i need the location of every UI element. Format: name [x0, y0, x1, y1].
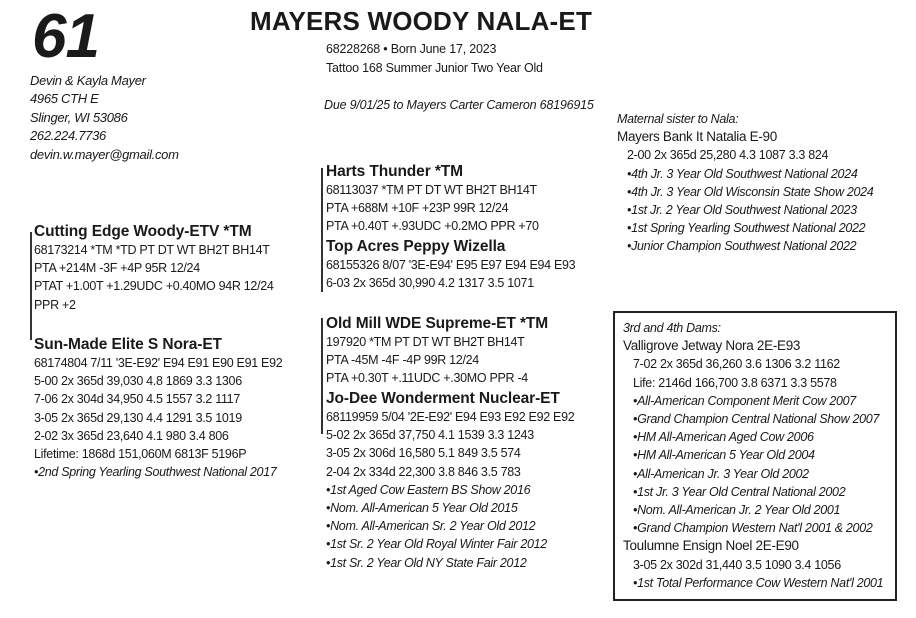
dam-sire-line: PTA -45M -4F -4P 99R 12/24 [326, 353, 479, 368]
dam-dam-award: •Nom. All-American 5 Year Old 2015 [326, 501, 518, 516]
sire-dam-name: Top Acres Peppy Wizella [326, 238, 506, 255]
dam-sire-details [326, 333, 548, 388]
consignor-city: Slinger, WI 53086 [30, 109, 128, 125]
maternal-sister-record: 2-00 2x 365d 25,280 4.3 1087 3.3 824 [627, 148, 829, 163]
dam-dam-line: 68119959 5/04 '2E-E92' E94 E93 E92 E92 E92 [326, 410, 575, 424]
consignor-address: 4965 CTH E [30, 91, 99, 107]
dam-dam-section [326, 390, 574, 572]
maternal-sister-heading: Maternal sister to Nala: [617, 112, 739, 126]
consignor-name: Devin & Kayla Mayer [30, 73, 146, 88]
pedigree-bar-sire-side [321, 168, 323, 292]
third-dam-award: •Nom. All-American Jr. 2 Year Old 2001 [633, 503, 841, 518]
maternal-sister-section [617, 110, 873, 256]
dam-sire-section [326, 315, 548, 388]
dam-sire-line: PTA +0.30T +.11UDC +.30MO PPR -4 [326, 371, 528, 386]
dam-dam-award: •Nom. All-American Sr. 2 Year Old 2012 [326, 519, 536, 534]
dam-dam-line: 2-04 2x 334d 22,300 3.8 846 3.5 783 [326, 464, 521, 479]
maternal-sister-award: •1st Spring Yearling Southwest National 2022 [627, 221, 866, 236]
dam-line: 2-02 3x 365d 23,640 4.1 980 3.4 806 [34, 428, 229, 443]
third-fourth-dams-box [613, 311, 897, 601]
sire-sire-name: Harts Thunder *TM [326, 163, 463, 180]
sire-sire-section [326, 163, 539, 236]
dam-dam-details [326, 408, 574, 572]
third-dam-lifetime: Life: 2146d 166,700 3.8 6371 3.3 5578 [633, 375, 837, 390]
dam-line: 68174804 7/11 '3E-E92' E94 E91 E90 E91 E92 [34, 356, 283, 370]
third-dam-record: 7-02 2x 365d 36,260 3.6 1306 3.2 1162 [633, 357, 840, 372]
sire-dam-line: 6-03 2x 365d 30,990 4.2 1317 3.5 1071 [326, 276, 534, 291]
fourth-dam-name: Toulumne Ensign Noel 2E-E90 [623, 538, 799, 554]
consignor-email: devin.w.mayer@gmail.com [30, 146, 179, 162]
lot-number: 61 [32, 2, 99, 71]
sire-line: PTA +214M -3F +4P 95R 12/24 [34, 261, 200, 276]
dam-dam-line: 3-05 2x 306d 16,580 5.1 849 3.5 574 [326, 446, 521, 461]
third-dam-award: •Grand Champion Western Nat'l 2001 & 2002 [633, 521, 873, 536]
dam-line: 3-05 2x 365d 29,130 4.4 1291 3.5 1019 [34, 410, 242, 425]
third-dam-award: •All-American Component Merit Cow 2007 [633, 393, 856, 408]
animal-name-title: MAYERS WOODY NALA-ET [250, 6, 593, 36]
sire-dam-line: 68155326 8/07 '3E-E94' E95 E97 E94 E94 E93 [326, 258, 576, 272]
pedigree-bar-dam-side [321, 318, 323, 434]
dam-name: Sun-Made Elite S Nora-ET [34, 336, 222, 353]
dam-dam-line: 5-02 2x 365d 37,750 4.1 1539 3.3 1243 [326, 428, 534, 443]
sire-line: PTAT +1.00T +1.29UDC +0.40MO 94R 12/24 [34, 279, 274, 294]
sire-sire-line: 68113037 *TM PT DT WT BH2T BH14T [326, 183, 537, 197]
dam-dam-award: •1st Sr. 2 Year Old Royal Winter Fair 2012 [326, 537, 547, 552]
dam-line: 5-00 2x 365d 39,030 4.8 1869 3.3 1306 [34, 374, 242, 389]
third-dam-award: •1st Jr. 3 Year Old Central National 2002 [633, 484, 846, 499]
dam-line: Lifetime: 1868d 151,060M 6813F 5196P [34, 447, 247, 462]
dam-details [34, 354, 282, 481]
tattoo-class-line: Tattoo 168 Summer Junior Two Year Old [326, 61, 543, 75]
sire-sire-details [326, 181, 539, 236]
dam-dam-award: •1st Aged Cow Eastern BS Show 2016 [326, 482, 531, 497]
sire-name: Cutting Edge Woody-ETV *TM [34, 223, 252, 240]
sire-sire-line: PTA +0.40T +.93UDC +0.2MO PPR +70 [326, 219, 539, 234]
dam-line: 7-06 2x 304d 34,950 4.5 1557 3.2 1117 [34, 392, 240, 407]
third-dam-award: •HM All-American 5 Year Old 2004 [633, 448, 815, 463]
fourth-dam-record: 3-05 2x 302d 31,440 3.5 1090 3.4 1056 [633, 557, 841, 572]
pedigree-bar-sire [30, 232, 32, 340]
dam-sire-line: 197920 *TM PT DT WT BH2T BH14T [326, 335, 525, 349]
sire-dam-details [326, 256, 575, 292]
dam-sire-name: Old Mill WDE Supreme-ET *TM [326, 315, 549, 332]
sire-dam-section [326, 238, 575, 292]
maternal-sister-award: •4th Jr. 3 Year Old Southwest National 2024 [627, 166, 858, 181]
sire-line: 68173214 *TM *TD PT DT WT BH2T BH14T [34, 243, 270, 257]
consignor-phone: 262.224.7736 [30, 128, 106, 144]
dam-dam-name: Jo-Dee Wonderment Nuclear-ET [326, 390, 560, 407]
maternal-sister-award: •Junior Champion Southwest National 2022 [627, 239, 857, 254]
maternal-sister-name: Mayers Bank It Natalia E-90 [617, 129, 777, 145]
registration-born-line: 68228268 • Born June 17, 2023 [326, 42, 497, 56]
third-dam-name: Valligrove Jetway Nora 2E-E93 [623, 338, 801, 354]
fourth-dam-award: •1st Total Performance Cow Western Nat'l 2001 [633, 575, 884, 590]
sire-line: PPR +2 [34, 297, 76, 312]
due-date-line: Due 9/01/25 to Mayers Carter Cameron 68196915 [324, 98, 594, 112]
maternal-sister-award: •4th Jr. 3 Year Old Wisconsin State Show 2024 [627, 184, 874, 199]
third-dam-award: •All-American Jr. 3 Year Old 2002 [633, 466, 809, 481]
sire-sire-line: PTA +688M +10F +23P 99R 12/24 [326, 201, 509, 216]
third-dam-award: •HM All-American Aged Cow 2006 [633, 430, 814, 445]
sire-section [34, 223, 274, 314]
sire-details [34, 241, 274, 314]
consignor-info [30, 72, 179, 164]
dam-section [34, 336, 282, 481]
third-fourth-dams-content [623, 319, 883, 592]
dam-award: •2nd Spring Yearling Southwest National 2017 [34, 465, 277, 480]
dams-box-heading: 3rd and 4th Dams: [623, 321, 721, 335]
maternal-sister-award: •1st Jr. 2 Year Old Southwest National 2023 [627, 203, 857, 218]
third-dam-award: •Grand Champion Central National Show 2007 [633, 412, 880, 427]
dam-dam-award: •1st Sr. 2 Year Old NY State Fair 2012 [326, 555, 527, 570]
